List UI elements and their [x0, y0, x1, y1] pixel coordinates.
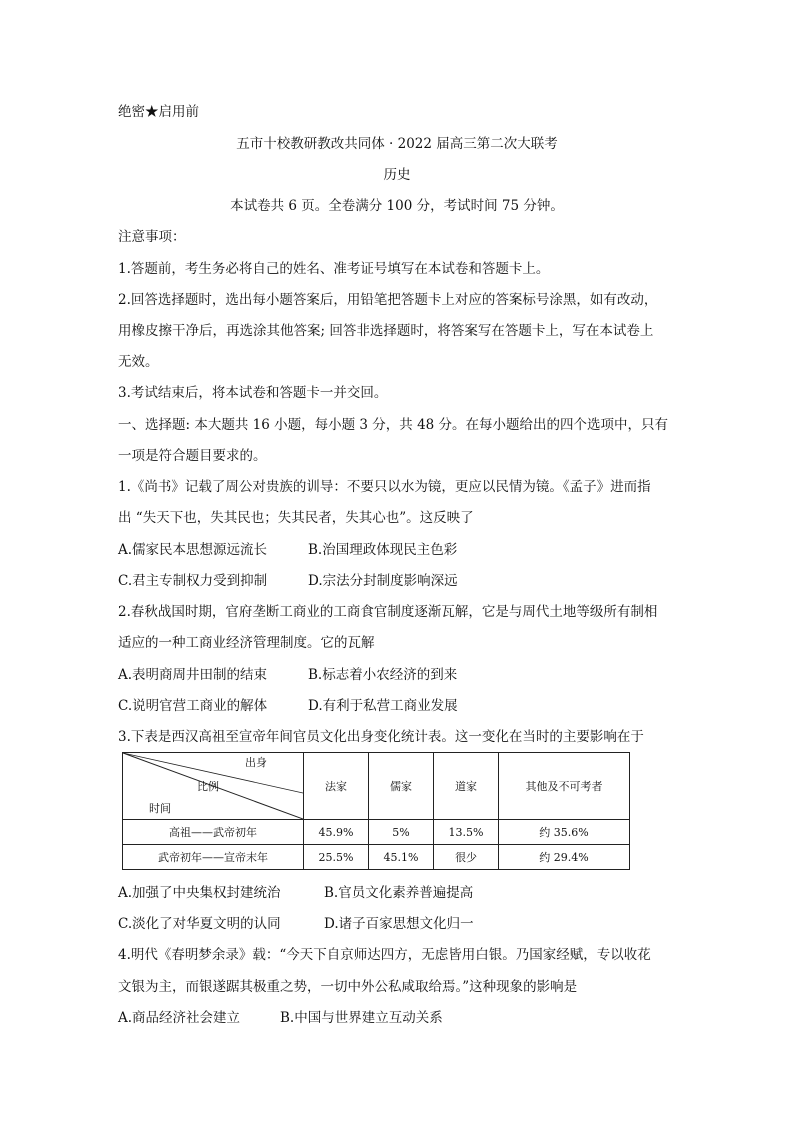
q4-option-b: B.中国与世界建立互动关系: [280, 1010, 443, 1026]
corner-label-ratio: 比例: [197, 780, 219, 793]
table-row: [123, 845, 630, 870]
q1-stem-a: 1.《尚书》记载了周公对贵族的训导：不要只以水为镜，更应以民情为镜。《孟子》进而指: [118, 479, 651, 495]
subject-title: 历史: [383, 167, 411, 183]
exam-title: 五市十校教研教改共同体 · 2022 届高三第二次大联考: [236, 136, 558, 152]
table-header-row: [123, 753, 630, 820]
q3-stem: 3.下表是西汉高祖至宣帝年间官员文化出身变化统计表。这一变化在当时的主要影响在于: [118, 729, 644, 745]
q3-option-c: C.淡化了对华夏文明的认同: [118, 916, 281, 932]
table-cell: 25.5%: [304, 845, 369, 870]
q1-stem-b: 出 “失天下也，失其民也；失其民者，失其心也”。这反映了: [118, 510, 474, 526]
q1-option-b: B.治国理政体现民主色彩: [308, 542, 458, 558]
table-cell: 5%: [369, 820, 434, 845]
q4-stem-b: 文银为主，而银遂踞其极重之势，一切中外公私咸取给焉。”这种现象的影响是: [118, 979, 578, 995]
officials-background-table: [122, 752, 630, 870]
table-corner-cell: [123, 753, 304, 820]
section-1-heading-a: 一、选择题: 本大题共 16 小题，每小题 3 分，共 48 分。在每小题给出的四个选项中，只有: [118, 417, 669, 433]
notice-line-1: 1.答题前，考生务必将自己的姓名、准考证号填写在本试卷和答题卡上。: [118, 261, 550, 277]
table-row-period: 高祖——武帝初年: [123, 820, 304, 845]
q1-option-c: C.君主专制权力受到抑制: [118, 573, 268, 589]
notice-line-2a: 2.回答选择题时，选出每小题答案后，用铅笔把答题卡上对应的答案标号涂黑，如有改动，: [118, 292, 658, 308]
secret-label: 绝密★启用前: [118, 104, 199, 120]
corner-label-period: 时间: [149, 802, 171, 815]
q2-option-a: A.表明商周井田制的结束: [118, 667, 268, 683]
table-row-period: 武帝初年——宣帝末年: [123, 845, 304, 870]
table-header-taoist: 道家: [434, 753, 499, 820]
table-cell: 45.9%: [304, 820, 369, 845]
q3-option-d: D.诸子百家思想文化归一: [324, 916, 474, 932]
section-1-heading-b: 一项是符合题目要求的。: [118, 448, 267, 464]
q2-option-b: B.标志着小农经济的到来: [308, 667, 458, 683]
table-cell: 约 35.6%: [499, 820, 630, 845]
q3-option-b: B.官员文化素养普遍提高: [324, 885, 474, 901]
table-header-other: 其他及不可考者: [499, 753, 630, 820]
q3-option-a: A.加强了中央集权封建统治: [118, 885, 281, 901]
q1-option-d: D.宗法分封制度影响深远: [308, 573, 458, 589]
q2-stem-a: 2.春秋战国时期，官府垄断工商业的工商食官制度逐渐瓦解，它是与周代土地等级所有制相: [118, 604, 658, 620]
q2-option-c: C.说明官营工商业的解体: [118, 698, 268, 714]
q4-option-a: A.商品经济社会建立: [118, 1010, 241, 1026]
table-cell: 很少: [434, 845, 499, 870]
notice-line-2b: 用橡皮擦干净后，再选涂其他答案; 回答非选择题时，将答案写在答题卡上，写在本试卷上: [118, 323, 654, 339]
q2-option-d: D.有利于私营工商业发展: [308, 698, 458, 714]
notice-line-3: 3.考试结束后，将本试卷和答题卡一并交回。: [118, 385, 388, 401]
table-cell: 约 29.4%: [499, 845, 630, 870]
q4-stem-a: 4.明代《春明梦余录》载：“今天下自京师达四方，无虑皆用白银。乃国家经赋，专以收花: [118, 947, 651, 963]
table-header-legalist: 法家: [304, 753, 369, 820]
notice-line-2c: 无效。: [118, 354, 159, 370]
exam-info: 本试卷共 6 页。全卷满分 100 分，考试时间 75 分钟。: [230, 198, 564, 214]
q1-option-a: A.儒家民本思想源远流长: [118, 542, 268, 558]
table-header-confucian: 儒家: [369, 753, 434, 820]
table-cell: 45.1%: [369, 845, 434, 870]
table-row: [123, 820, 630, 845]
table-cell: 13.5%: [434, 820, 499, 845]
notice-title: 注意事项：: [118, 229, 186, 245]
corner-label-origin: 出身: [245, 756, 267, 769]
q2-stem-b: 适应的一种工商业经济管理制度。它的瓦解: [118, 635, 375, 651]
